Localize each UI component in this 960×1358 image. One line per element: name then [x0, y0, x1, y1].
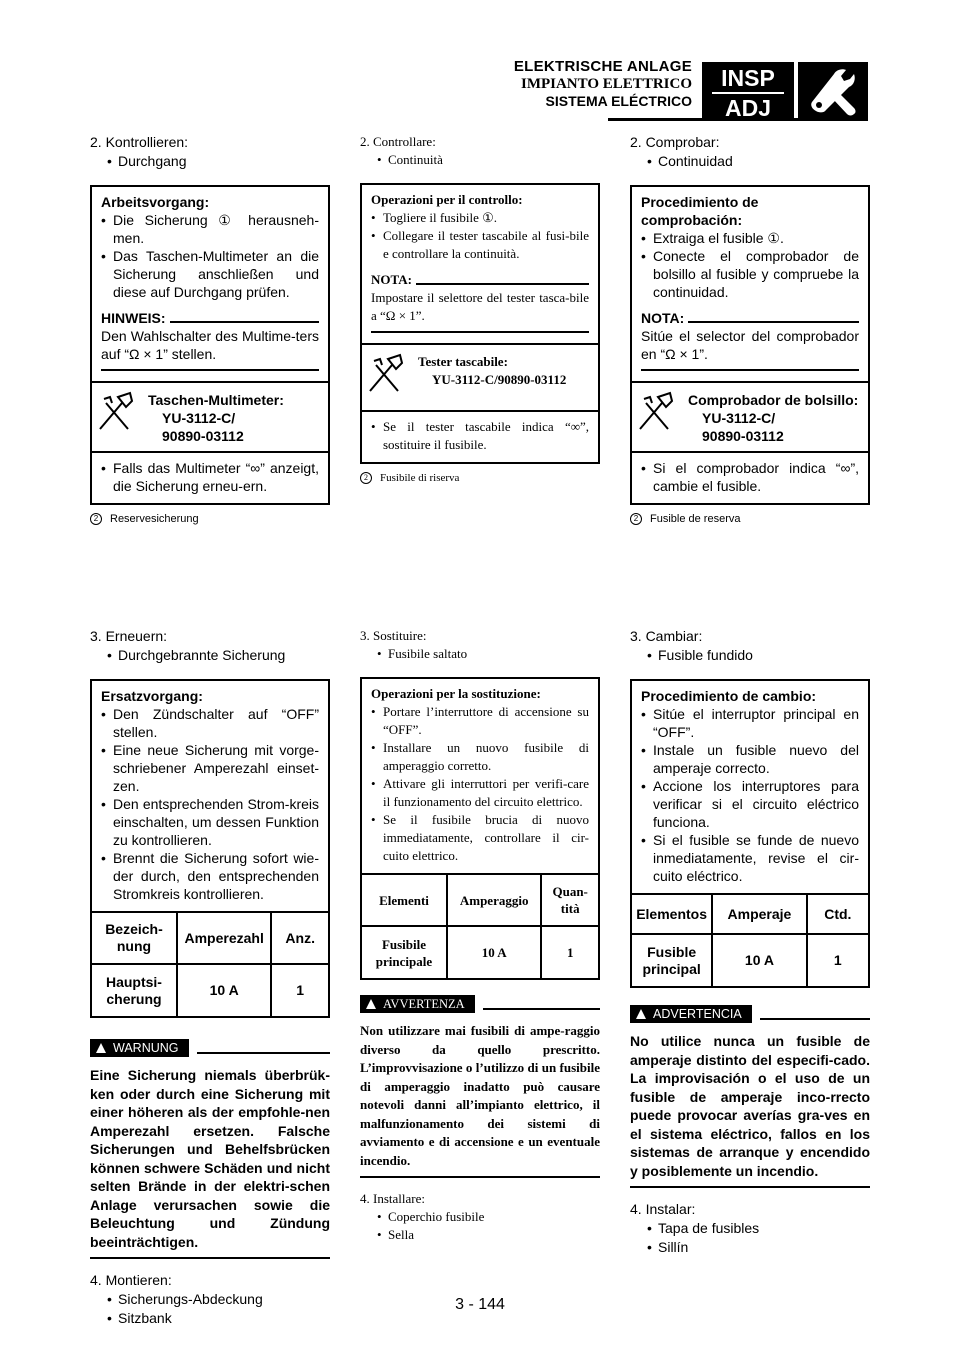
- warning-icon: [366, 999, 376, 1009]
- procedure-item: • Si el comprobador indica “∞”, cambie el fusible.: [641, 459, 859, 495]
- step-4-title: 4. Instalar:: [630, 1201, 696, 1217]
- tool-part-number: YU-3112-C/: [702, 410, 776, 426]
- section-header: [514, 58, 692, 110]
- procedure-item: • Den entsprechenden Strom-kreis einschalten, um dessen Funktion zu kontrollieren.: [101, 795, 319, 849]
- procedure-item: • Accione los interruptores para verificar si el circuito eléctrico funciona.: [641, 777, 859, 831]
- fuse-spec-table: [92, 911, 328, 1016]
- procedure-item: • Sitúe el interruptor principal en “OFF”.: [641, 705, 859, 741]
- table-cell: 10 A: [177, 964, 271, 1016]
- procedure-title: Operazioni per il controllo:: [371, 192, 523, 207]
- table-cell: 10 A: [447, 926, 541, 978]
- tool-part-number: YU-3112-C/: [162, 410, 236, 426]
- procedure-item: • Collegare il tester tascabile al fusi-bile e controllare la continuità.: [371, 227, 589, 263]
- tool-name: Taschen-Multimeter:: [148, 392, 284, 408]
- step-2: [630, 133, 870, 171]
- step-4: [630, 1200, 870, 1257]
- step-2-title: 2. Comprobar:: [630, 134, 720, 150]
- tool-part-number: YU-3112-C/90890-03112: [432, 372, 567, 387]
- procedure-item: • Portare l’interruttore di accensione su “OFF”.: [371, 703, 589, 739]
- note-text: Impostare il selettore del tester tasca-bile a “Ω × 1”.: [371, 290, 589, 323]
- warning-label: ADVERTENCIA: [630, 1005, 752, 1023]
- tool-spec: [362, 343, 598, 410]
- procedure-item: • Togliere il fusibile ①.: [371, 209, 589, 227]
- procedure-item: • Den Zündschalter auf “OFF” stellen.: [101, 705, 319, 741]
- table-header: Quan-tità: [541, 874, 598, 926]
- table-cell: Fusible principal: [632, 934, 712, 986]
- procedure-item: • Extraiga el fusible ①.: [641, 229, 859, 247]
- procedure-item: • Conecte el comprobador de bolsillo al fusible y compruebe la continuidad.: [641, 247, 859, 301]
- note-heading: HINWEIS:: [101, 309, 319, 327]
- table-header: Amperaggio: [447, 874, 541, 926]
- header-title-it: IMPIANTO ELETTRICO: [520, 76, 692, 92]
- step-3: [90, 627, 330, 665]
- table-cell: Hauptsi-cherung: [92, 964, 177, 1016]
- procedure-item: • Falls das Multimeter “∞” anzeigt, die Sicherung erneu-ern.: [101, 459, 319, 495]
- note-heading: NOTA:: [641, 309, 859, 327]
- step-2-item: • Durchgang: [90, 152, 330, 171]
- badge-bottom-label: ADJ: [724, 95, 771, 121]
- tool-name: Comprobador de bolsillo:: [688, 392, 859, 408]
- warning-block: [630, 1004, 870, 1188]
- table-cell: 10 A: [712, 934, 806, 986]
- step-4-title: 4. Installare:: [360, 1191, 425, 1206]
- procedure-item: • Installare un nuovo fusibile di amperaggio corretto.: [371, 739, 589, 775]
- step-3-item: • Fusibile saltato: [360, 645, 600, 663]
- procedure-box-check: [90, 185, 330, 505]
- step-3-title: 3. Cambiar:: [630, 628, 703, 644]
- table-cell: 1: [271, 964, 328, 1016]
- tool-name: Tester tascabile:: [418, 354, 508, 369]
- figure-caption: 2 Reservesicherung: [90, 513, 330, 525]
- tool-part-number: 90890-03112: [702, 428, 784, 444]
- step-4-item: • Coperchio fusibile: [360, 1208, 600, 1226]
- tool-spec: [92, 381, 328, 451]
- wrench-icon: [798, 62, 868, 118]
- procedure-box-check: [360, 183, 600, 464]
- step-2: [360, 133, 600, 169]
- warning-label: WARNUNG: [90, 1039, 189, 1057]
- procedure-item: • Instale un fusible nuevo del amperaje correcto.: [641, 741, 859, 777]
- procedure-item: • Se il fusibile brucia di nuovo immediatamente, controllare il cir-cuito elettrico.: [371, 811, 589, 865]
- figure-caption: 2 Fusible de reserva: [630, 513, 870, 525]
- step-4-item: • Tapa de fusibles: [630, 1219, 870, 1238]
- badge-top-label: INSP: [721, 65, 775, 91]
- page-number: 3 - 144: [455, 1296, 505, 1313]
- step-3: [360, 627, 600, 663]
- table-header: Bezeich-nung: [92, 912, 177, 964]
- step-2-item: • Continuità: [360, 151, 600, 169]
- warning-icon: [636, 1009, 646, 1019]
- step-4: [360, 1190, 600, 1244]
- procedure-title: Ersatzvorgang:: [101, 688, 203, 704]
- step-2-title: 2. Kontrollieren:: [90, 134, 189, 150]
- fuse-spec-table: [362, 873, 598, 978]
- note-heading: NOTA:: [371, 271, 589, 289]
- insp-adj-badge: [702, 62, 794, 121]
- step-3-item: • Durchgebrannte Sicherung: [90, 646, 330, 665]
- step-3-item: • Fusible fundido: [630, 646, 870, 665]
- table-cell: 1: [541, 926, 598, 978]
- table-header: Elementos: [632, 894, 712, 934]
- procedure-item: • Brennt die Sicherung sofort wie-der durch, den entsprechenden Stromkreis kontrollieren.: [101, 849, 319, 903]
- header-title-de: ELEKTRISCHE ANLAGE: [513, 58, 692, 75]
- procedure-title: Arbeitsvorgang:: [101, 194, 210, 210]
- procedure-title: Operazioni per la sostituzione:: [371, 686, 541, 701]
- step-3-title: 3. Sostituire:: [360, 628, 427, 643]
- warning-text: Non utilizzare mai fusibili di ampe-raggio diverso da quello prescritto. L’improvvisazione o l’utilizzo di un fusibile di amperaggio inadatto può causare notevoli danni all’impianto elettrico, il malfunzionamento dei sistemi di avviamento e di accensione e un eventuale incendio.: [360, 1023, 600, 1168]
- step-2-title: 2. Controllare:: [360, 134, 436, 149]
- warning-text: Eine Sicherung niemals überbrük-ken oder durch eine Sicherung mit einer höheren als der empfohle-nen Amperezahl ersetzen. Falsche Sicherungen und Behelfsbrücken können schwere Schäden und nicht selten Brände in der elektri-schen Anlage verursachen sowie die Beleuchtung und Zündung beeinträchtigen.: [90, 1067, 330, 1250]
- procedure-item: • Das Taschen-Multimeter an die Sicherung anschließen und diese auf Durchgang prüfen.: [101, 247, 319, 301]
- fuse-spec-table: [632, 893, 868, 986]
- warning-block: [360, 994, 600, 1178]
- procedure-title: Procedimiento de cambio:: [641, 688, 817, 704]
- tool-icon: [632, 383, 684, 451]
- procedure-box-replace: [360, 677, 600, 980]
- table-cell: Fusibile principale: [362, 926, 447, 978]
- procedure-title: Procedimiento de comprobación:: [641, 194, 759, 228]
- table-header: Anz.: [271, 912, 328, 964]
- table-header: Elementi: [362, 874, 447, 926]
- table-header: Amperaje: [712, 894, 806, 934]
- warning-text: No utilice nunca un fusible de amperaje distinto del especifi-cado. La improvisación o el uso de un fusible de amperaje inco-rrecto puede provocar averías gra-ves en el sistema eléctrico, fallos en los sistemas de arranque y encendido y posiblemente un incendio.: [630, 1033, 870, 1179]
- procedure-box-check: [630, 185, 870, 505]
- step-4-item: • Sella: [360, 1226, 600, 1244]
- table-header: Amperezahl: [177, 912, 271, 964]
- warning-label: AVVERTENZA: [360, 995, 475, 1013]
- procedure-item: • Die Sicherung ① herausneh-men.: [101, 211, 319, 247]
- step-2-item: • Continuidad: [630, 152, 870, 171]
- header-title-es: SISTEMA ELÉCTRICO: [545, 93, 692, 109]
- warning-block: [90, 1038, 330, 1259]
- procedure-item: • Se il tester tascabile indica “∞”, sostituire il fusibile.: [371, 418, 589, 454]
- procedure-item: • Si el fusible se funde de nuevo inmediatamente, revise el cir-cuito eléctrico.: [641, 831, 859, 885]
- warning-icon: [96, 1043, 106, 1053]
- step-4-item: • Sitzbank: [90, 1309, 330, 1328]
- step-3-title: 3. Erneuern:: [90, 628, 168, 644]
- step-3: [630, 627, 870, 665]
- step-2: [90, 133, 330, 171]
- step-4-item: • Sicherungs-Abdeckung: [90, 1290, 330, 1309]
- procedure-box-replace: [630, 679, 870, 988]
- figure-caption: 2 Fusibile di riserva: [360, 472, 600, 484]
- note-text: Sitúe el selector del comprobador en “Ω × 1”.: [641, 328, 859, 362]
- note-text: Den Wahlschalter des Multime-ters auf “Ω × 1” stellen.: [101, 328, 319, 362]
- procedure-item: • Eine neue Sicherung mit vorge-schriebener Amperezahl einset-zen.: [101, 741, 319, 795]
- tool-icon: [92, 383, 144, 451]
- procedure-item: • Attivare gli interruttori per verifi-care il funzionamento del circuito elettrico.: [371, 775, 589, 811]
- table-header: Ctd.: [807, 894, 868, 934]
- procedure-box-replace: [90, 679, 330, 1018]
- step-4-title: 4. Montieren:: [90, 1272, 172, 1288]
- table-cell: 1: [807, 934, 868, 986]
- step-4-item: • Sillín: [630, 1238, 870, 1257]
- tool-spec: [632, 381, 868, 451]
- tool-icon: [362, 345, 414, 410]
- tool-part-number: 90890-03112: [162, 428, 244, 444]
